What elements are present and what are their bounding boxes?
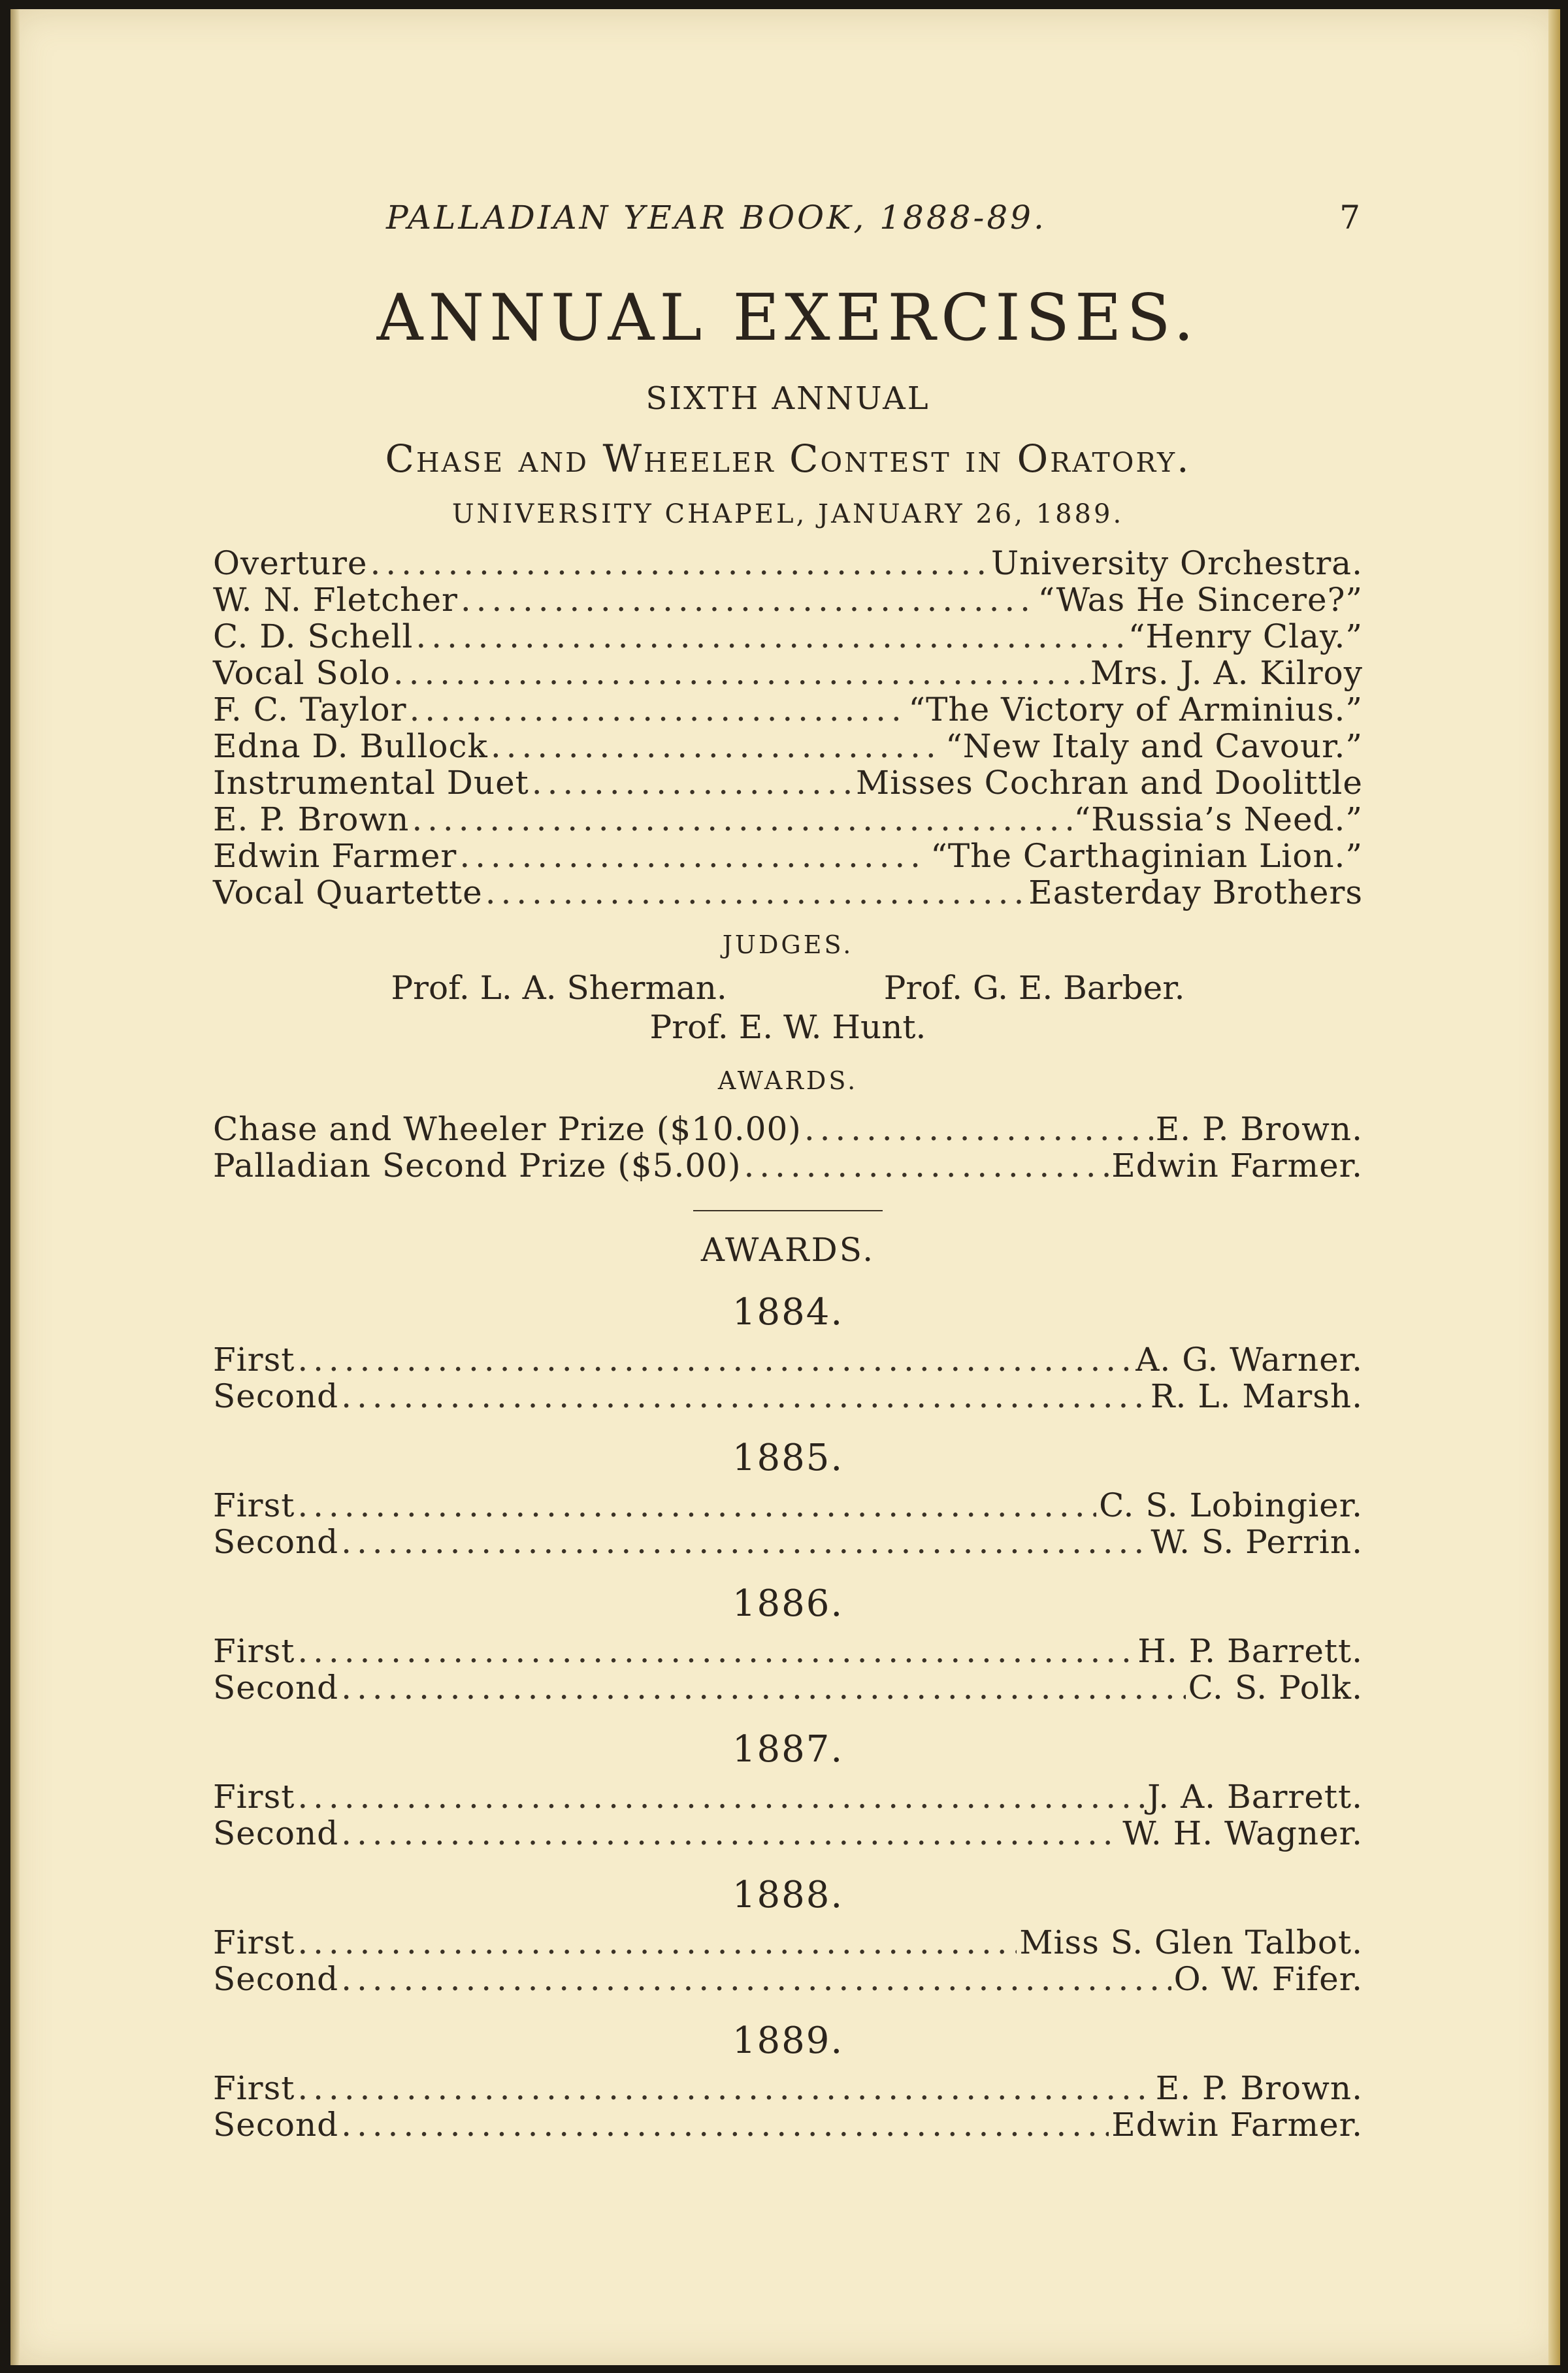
winner-name: O. W. Fifer. [1173, 1959, 1363, 1998]
leader-dots [297, 1924, 1017, 1961]
leader-dots [297, 2070, 1152, 2106]
leader-dots [297, 1633, 1135, 1669]
leader-dots [485, 874, 1026, 911]
sixth-annual-heading: SIXTH ANNUAL [645, 380, 930, 417]
page-title: ANNUAL EXERCISES. [376, 281, 1200, 355]
leader-dots [461, 581, 1036, 618]
program-row [213, 874, 1363, 911]
prize-winner: E. P. Brown. [1155, 1109, 1363, 1148]
award-year: 1889. [732, 2019, 844, 2062]
winner-name: H. P. Barrett. [1137, 1631, 1363, 1670]
place-label: First [213, 1777, 295, 1816]
program-detail: Mrs. J. A. Kilroy [1090, 653, 1363, 692]
judges-line [213, 1007, 1363, 1047]
program-detail: “New Italy and Cavour.” [945, 727, 1363, 765]
program-item: C. D. Schell [213, 617, 414, 655]
program-row [213, 691, 1363, 728]
winner-name: Miss S. Glen Talbot. [1019, 1923, 1363, 1961]
leader-dots [370, 545, 988, 581]
place-label: Second [213, 1522, 339, 1561]
place-label: First [213, 1486, 295, 1524]
award-row [213, 1633, 1363, 1669]
award-row [213, 1961, 1363, 1997]
program-detail: Easterday Brothers [1028, 873, 1363, 911]
awards-history [213, 1291, 1363, 2143]
award-row [213, 1669, 1363, 1706]
leader-dots [297, 1341, 1133, 1378]
place-label: Second [213, 1814, 339, 1852]
program-detail: “Russia’s Need.” [1073, 800, 1363, 838]
leader-dots [804, 1111, 1153, 1147]
program-detail: “Henry Clay.” [1128, 617, 1363, 655]
running-head [213, 199, 1363, 244]
judge-name: Prof. G. E. Barber. [883, 968, 1185, 1007]
program-detail: “The Victory of Arminius.” [908, 690, 1363, 728]
place-label: First [213, 1631, 295, 1670]
award-year: 1885. [732, 1436, 844, 1479]
book-page [10, 9, 1560, 2365]
leader-dots [412, 801, 1071, 838]
place-label: Second [213, 1377, 339, 1415]
award-year: 1886. [732, 1582, 844, 1625]
leader-dots [459, 838, 928, 874]
winner-name: R. L. Marsh. [1150, 1377, 1363, 1415]
program-row [213, 545, 1363, 581]
program-item: Vocal Solo [213, 653, 391, 692]
winner-name: C. S. Polk. [1188, 1668, 1363, 1707]
program-detail: “Was He Sincere?” [1037, 580, 1363, 619]
leader-dots [393, 655, 1088, 691]
section-divider [693, 1210, 883, 1211]
program-row [213, 655, 1363, 691]
winner-name: E. P. Brown. [1155, 2069, 1363, 2107]
award-row [213, 1147, 1363, 1184]
leader-dots [297, 1487, 1096, 1524]
program-item: E. P. Brown [213, 800, 410, 838]
award-row [213, 1778, 1363, 1815]
judges-heading: JUDGES. [722, 930, 854, 959]
program-item: Edna D. Bullock [213, 727, 488, 765]
page-gutter [10, 9, 20, 2365]
judges-line [213, 968, 1363, 1007]
award-row [213, 2106, 1363, 2143]
program-item: F. C. Taylor [213, 690, 407, 728]
leader-dots [341, 1378, 1148, 1415]
contest-awards-heading: AWARDS. [717, 1066, 858, 1095]
place-label: First [213, 2069, 295, 2107]
award-row [213, 1815, 1363, 1852]
program-row [213, 801, 1363, 838]
award-row [213, 1111, 1363, 1147]
place-label: Second [213, 2105, 339, 2144]
program-row [213, 728, 1363, 764]
leader-dots [341, 1524, 1148, 1560]
judge-name: Prof. E. W. Hunt. [649, 1007, 926, 1046]
leader-dots [297, 1778, 1145, 1815]
winner-name: J. A. Barrett. [1147, 1777, 1363, 1816]
prize-name: Chase and Wheeler Prize ($10.00) [213, 1109, 802, 1148]
place-label: Second [213, 1668, 339, 1707]
leader-dots [532, 764, 853, 801]
prize-name: Palladian Second Prize ($5.00) [213, 1146, 742, 1185]
contest-title: Chase and Wheeler Contest in Oratory. [385, 436, 1191, 481]
program-item: Instrumental Duet [213, 763, 529, 802]
program-item: W. N. Fletcher [213, 580, 458, 619]
winner-name: W. H. Wagner. [1122, 1814, 1363, 1852]
winner-name: W. S. Perrin. [1151, 1522, 1363, 1561]
program-row [213, 838, 1363, 874]
program-item: Edwin Farmer [213, 836, 457, 875]
award-row [213, 1378, 1363, 1415]
leader-dots [341, 2106, 1109, 2143]
program-row [213, 764, 1363, 801]
leader-dots [341, 1815, 1120, 1852]
award-year: 1884. [732, 1290, 844, 1334]
award-year: 1887. [732, 1727, 844, 1771]
winner-name: A. G. Warner. [1135, 1340, 1363, 1379]
award-year: 1888. [732, 1873, 844, 1916]
page-content [213, 199, 1363, 2143]
running-head-title: PALLADIAN YEAR BOOK, 1888-89. [386, 199, 1047, 237]
place-label: First [213, 1340, 295, 1379]
leader-dots [416, 618, 1125, 655]
award-row [213, 2070, 1363, 2106]
place-label: Second [213, 1959, 339, 1998]
leader-dots [409, 691, 906, 728]
award-row [213, 1524, 1363, 1560]
page-number: 7 [1339, 199, 1363, 237]
prize-winner: Edwin Farmer. [1111, 1146, 1363, 1185]
program-list [213, 545, 1363, 911]
program-detail: Misses Cochran and Doolittle [856, 763, 1363, 802]
page-edge [1548, 9, 1560, 2365]
judges-list [213, 968, 1363, 1047]
program-row [213, 618, 1363, 655]
award-row [213, 1924, 1363, 1961]
judge-name: Prof. L. A. Sherman. [391, 968, 727, 1007]
leader-dots [341, 1669, 1185, 1706]
winner-name: C. S. Lobingier. [1099, 1486, 1363, 1524]
program-detail: University Orchestra. [991, 544, 1363, 582]
leader-dots [341, 1961, 1171, 1997]
program-detail: “The Carthaginian Lion.” [930, 836, 1363, 875]
program-item: Vocal Quartette [213, 873, 483, 911]
winner-name: Edwin Farmer. [1111, 2105, 1363, 2144]
leader-dots [743, 1147, 1109, 1184]
leader-dots [491, 728, 943, 764]
awards-history-heading: AWARDS. [700, 1230, 875, 1269]
award-row [213, 1487, 1363, 1524]
program-row [213, 581, 1363, 618]
program-item: Overture [213, 544, 368, 582]
contest-awards-list [213, 1111, 1363, 1184]
place-label: First [213, 1923, 295, 1961]
award-row [213, 1341, 1363, 1378]
venue-line: UNIVERSITY CHAPEL, JANUARY 26, 1889. [451, 499, 1124, 529]
